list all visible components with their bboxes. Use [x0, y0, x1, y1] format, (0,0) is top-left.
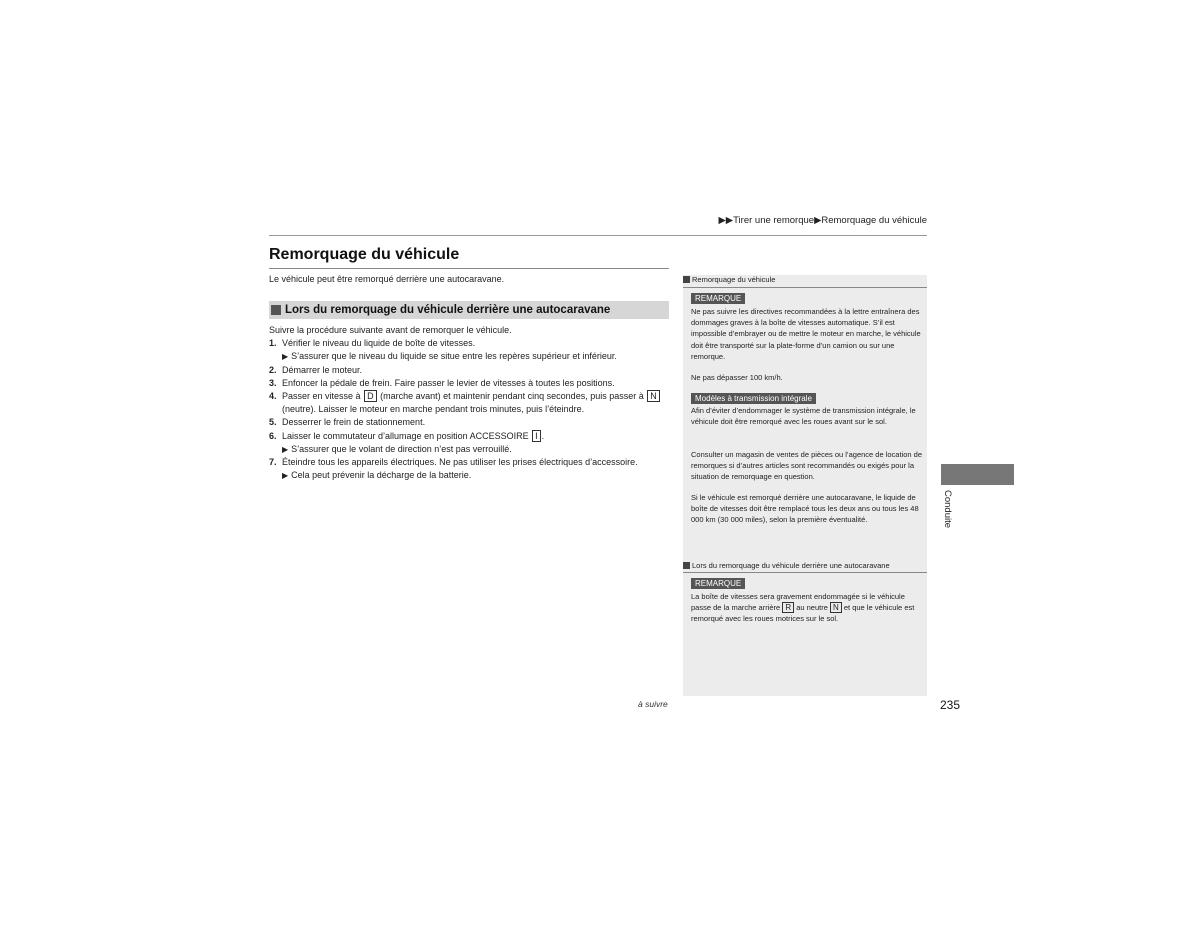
step-text: Vérifier le niveau du liquide de boîte de vitesses.: [282, 338, 476, 349]
fluid-text: Si le véhicule est remorqué derrière une autocaravane, le liquide de boîte de vitesses doit être remplacé tous les deux ans ou tous les 48 000 km (30 000 miles), selon la première éventualité.: [691, 493, 919, 525]
step-number: 6.: [269, 430, 277, 441]
breadcrumb: [718, 215, 927, 226]
step-6: [269, 430, 689, 443]
header-divider: [269, 235, 927, 236]
step-2: [269, 364, 689, 377]
step-sub-text: S’assurer que le niveau du liquide se situe entre les repères supérieur et inférieur.: [291, 351, 617, 362]
notice-tag: REMARQUE: [691, 578, 745, 589]
gear-d-key: D: [364, 390, 377, 402]
page-title: Remorquage du véhicule: [269, 246, 460, 263]
step-number: 7.: [269, 456, 277, 467]
step-1-sub: [269, 350, 689, 363]
notice-text-part: La boîte de vitesses sera gravement endommagée si le véhicule passe de la marche arrière: [691, 592, 905, 613]
step-text: .: [541, 430, 545, 441]
arrow-icon: ▶: [282, 471, 289, 481]
gear-n-key: N: [647, 390, 660, 402]
procedure-lead: Suivre la procédure suivante avant de remorquer le véhicule.: [269, 325, 512, 335]
chapter-tab: [941, 464, 1014, 485]
breadcrumb-part-2: Remorquage du véhicule: [821, 215, 927, 226]
chapter-tab-label: Conduite: [942, 490, 953, 529]
sidebar-heading-1: [683, 275, 927, 284]
title-divider: [269, 268, 669, 269]
step-sub-text: Cela peut prévenir la décharge de la batterie.: [291, 470, 472, 481]
step-number: 4.: [269, 390, 277, 401]
step-text: Éteindre tous les appareils électriques. Ne pas utiliser les prises électriques d’accessoire.: [282, 456, 638, 467]
procedure-steps: [269, 324, 689, 482]
step-text: Laisser le commutateur d’allumage en position ACCESSOIRE: [282, 430, 529, 441]
step-7-sub: [269, 469, 689, 482]
breadcrumb-separator-icon: ▶: [814, 215, 822, 226]
sidebar-heading-2: [683, 561, 927, 570]
section-heading: Lors du remorquage du véhicule derrière une autocaravane: [285, 304, 611, 316]
ignition-i-key: I: [532, 430, 541, 442]
step-4-cont: (neutre). Laisser le moteur en marche pendant trois minutes, puis l’éteindre.: [282, 404, 585, 415]
step-number: 1.: [269, 338, 277, 349]
step-sub-text: S’assurer que le volant de direction n’est pas verrouillé.: [291, 443, 512, 454]
notice-text-part: et que le véhicule est remorqué avec les roues motrices sur le sol.: [691, 603, 915, 624]
notice-text-part: au neutre: [796, 603, 828, 613]
continued-note: à suivre: [638, 699, 668, 709]
sidebar-divider: [683, 572, 927, 573]
arrow-icon: ▶: [282, 444, 289, 454]
step-text: Enfoncer la pédale de frein. Faire passer le levier de vitesses à toutes les positions.: [282, 377, 615, 388]
awd-models-tag: Modèles à transmission intégrale: [691, 393, 816, 404]
gear-n-key: N: [830, 602, 842, 613]
step-3: [269, 377, 689, 390]
arrow-icon: ▶: [282, 352, 289, 362]
step-text: Passer en vitesse à: [282, 390, 361, 401]
breadcrumb-part-1: Tirer une remorque: [733, 215, 815, 226]
notice-tag: REMARQUE: [691, 293, 745, 304]
breadcrumb-arrows-icon: ▶▶: [718, 215, 734, 226]
step-7: [269, 456, 689, 469]
step-number: 3.: [269, 377, 277, 388]
reference-icon: [683, 562, 690, 569]
step-6-sub: [269, 443, 689, 456]
step-number: 2.: [269, 364, 277, 375]
step-number: 5.: [269, 417, 277, 428]
step-5: [269, 416, 689, 429]
reference-icon: [683, 276, 690, 283]
notice-text: Ne pas suivre les directives recommandées à la lettre entraînera des dommages graves à la boîte de vitesses automatique. S’il est impossible d’embrayer ou de mettre le moteur en marche, le véhicule doit être transporté sur la plate-forme d’un camion ou sur une remorque.: [691, 307, 921, 361]
sidebar-heading-text: Lors du remorquage du véhicule derrière une autocaravane: [692, 561, 890, 570]
gearbox-notice-text: [691, 591, 923, 625]
dealer-text: Consulter un magasin de ventes de pièces ou l’agence de location de remorques si d’autres articles sont recommandés ou exigés pour la situation de remorquage en question.: [691, 450, 922, 482]
sidebar-heading-text: Remorquage du véhicule: [692, 275, 776, 284]
step-text: Desserrer le frein de stationnement.: [282, 417, 426, 428]
step-text: (marche avant) et maintenir pendant cinq secondes, puis passer à: [380, 390, 644, 401]
section-square-icon: [271, 305, 281, 315]
intro-text: Le véhicule peut être remorqué derrière une autocaravane.: [269, 274, 505, 284]
step-text: Démarrer le moteur.: [282, 364, 363, 375]
speed-limit-text: Ne pas dépasser 100 km/h.: [691, 373, 783, 382]
gear-r-key: R: [782, 602, 794, 613]
awd-text: Afin d’éviter d’endommager le système de transmission intégrale, le véhicule doit être remorqué avec les roues avant sur le sol.: [691, 406, 916, 427]
page-number: 235: [940, 698, 961, 712]
step-1: [269, 337, 689, 350]
notes-sidebar: [683, 275, 927, 696]
step-4: [269, 390, 689, 403]
section-header: [269, 301, 669, 319]
sidebar-divider: [683, 287, 927, 288]
